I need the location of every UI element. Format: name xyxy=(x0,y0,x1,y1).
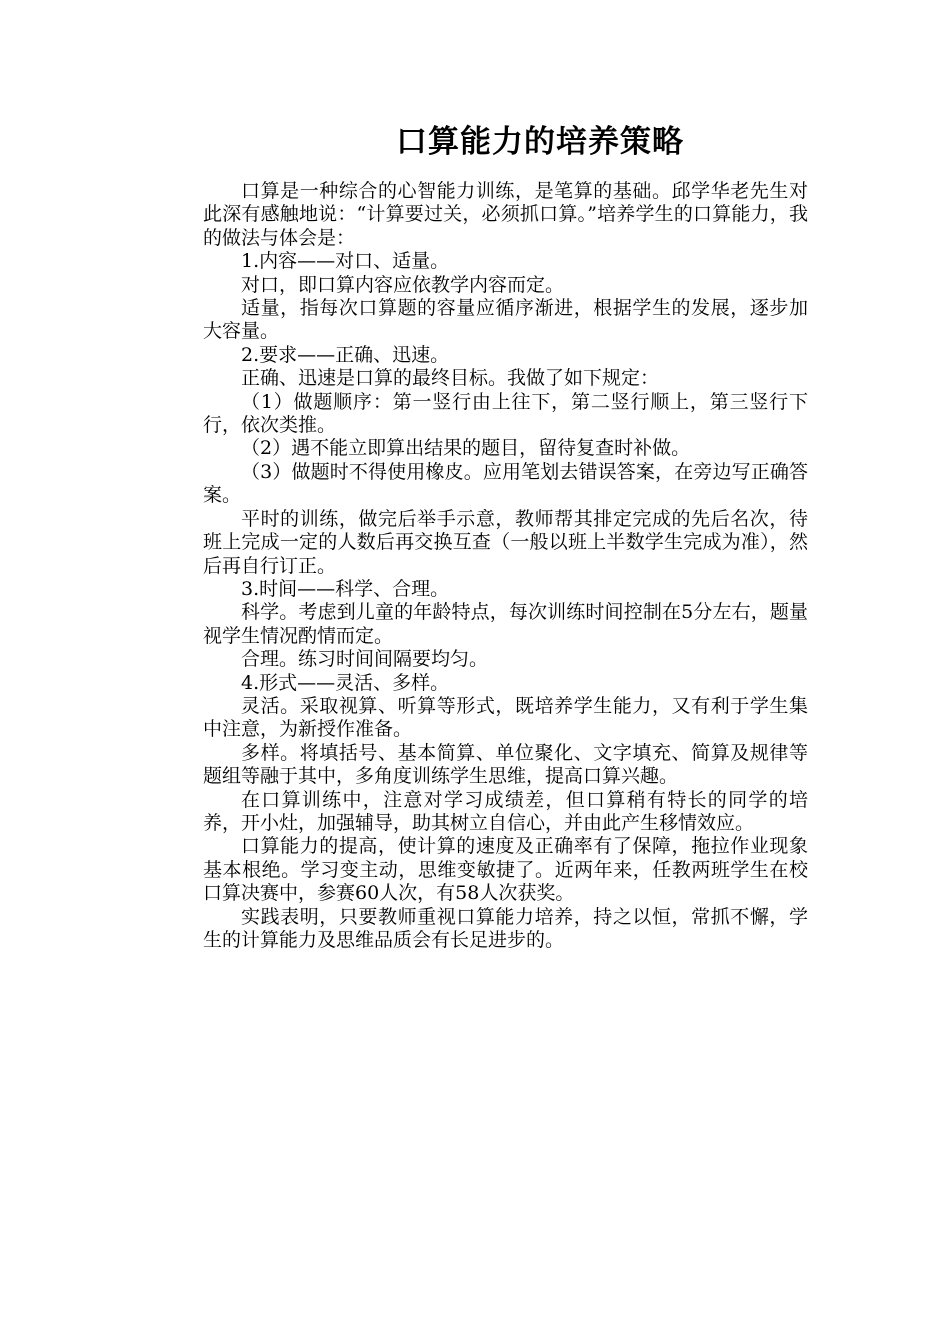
document-title: 口算能力的培养策略 xyxy=(396,124,684,160)
paragraph-weak-students: 在口算训练中，注意对学习成绩差，但口算稍有特长的同学的培养，开小灶，加强辅导，助其树立自信心，并由此产生移情效应。 xyxy=(203,788,808,834)
paragraph-requirement-heading: 2.要求——正确、迅速。 xyxy=(241,343,450,366)
document-body xyxy=(203,180,808,952)
paragraph-content-match: 对口，即口算内容应依教学内容而定。 xyxy=(241,273,565,296)
paragraph-time-reasonable: 合理。练习时间间隔要均匀。 xyxy=(241,648,489,671)
paragraph-form-diverse: 多样。将填括号、基本简算、单位聚化、文字填充、简算及规律等题组等融于其中，多角度训练学生思维，提高口算兴趣。 xyxy=(203,741,808,788)
paragraph-time-heading: 3.时间——科学、合理。 xyxy=(241,577,450,600)
paragraph-rule-3: （3）做题时不得使用橡皮。应用笔划去错误答案，在旁边写正确答案。 xyxy=(203,460,808,507)
paragraph-results: 口算能力的提高，使计算的速度及正确率有了保障，拖拉作业现象基本根绝。学习变主动，思维变敏捷了。近两年来，任教两班学生在校口算决赛中，参赛60人次，有58人次获奖。 xyxy=(203,835,808,905)
paragraph-conclusion: 实践表明，只要教师重视口算能力培养，持之以恒，常抓不懈，学生的计算能力及思维品质会有长足进步的。 xyxy=(203,905,808,951)
paragraph-intro: 口算是一种综合的心智能力训练，是笔算的基础。邱学华老先生对此深有感触地说：“计算要过关，必须抓口算。”培养学生的口算能力，我的做法与体会是： xyxy=(203,180,808,249)
paragraph-form-flexible: 灵活。采取视算、听算等形式，既培养学生能力，又有利于学生集中注意，为新授作准备。 xyxy=(203,694,808,741)
paragraph-form-heading: 4.形式——灵活、多样。 xyxy=(241,671,450,694)
paragraph-content-heading: 1.内容——对口、适量。 xyxy=(241,250,450,273)
paragraph-content-amount: 适量，指每次口算题的容量应循序渐进，根据学生的发展，逐步加大容量。 xyxy=(203,297,808,343)
paragraph-time-science: 科学。考虑到儿童的年龄特点，每次训练时间控制在5分左右，题量视学生情况酌情而定。 xyxy=(203,601,808,647)
paragraph-requirement-goal: 正确、迅速是口算的最终目标。我做了如下规定： xyxy=(241,367,660,390)
paragraph-training: 平时的训练，做完后举手示意，教师帮其排定完成的先后名次，待班上完成一定的人数后再交换互查（一般以班上半数学生完成为准），然后再自行订正。 xyxy=(203,507,808,577)
paragraph-rule-2: （2）遇不能立即算出结果的题目，留待复查时补做。 xyxy=(241,437,691,460)
paragraph-rule-1: （1）做题顺序：第一竖行由上往下，第二竖行顺上，第三竖行下行，依次类推。 xyxy=(203,390,808,437)
